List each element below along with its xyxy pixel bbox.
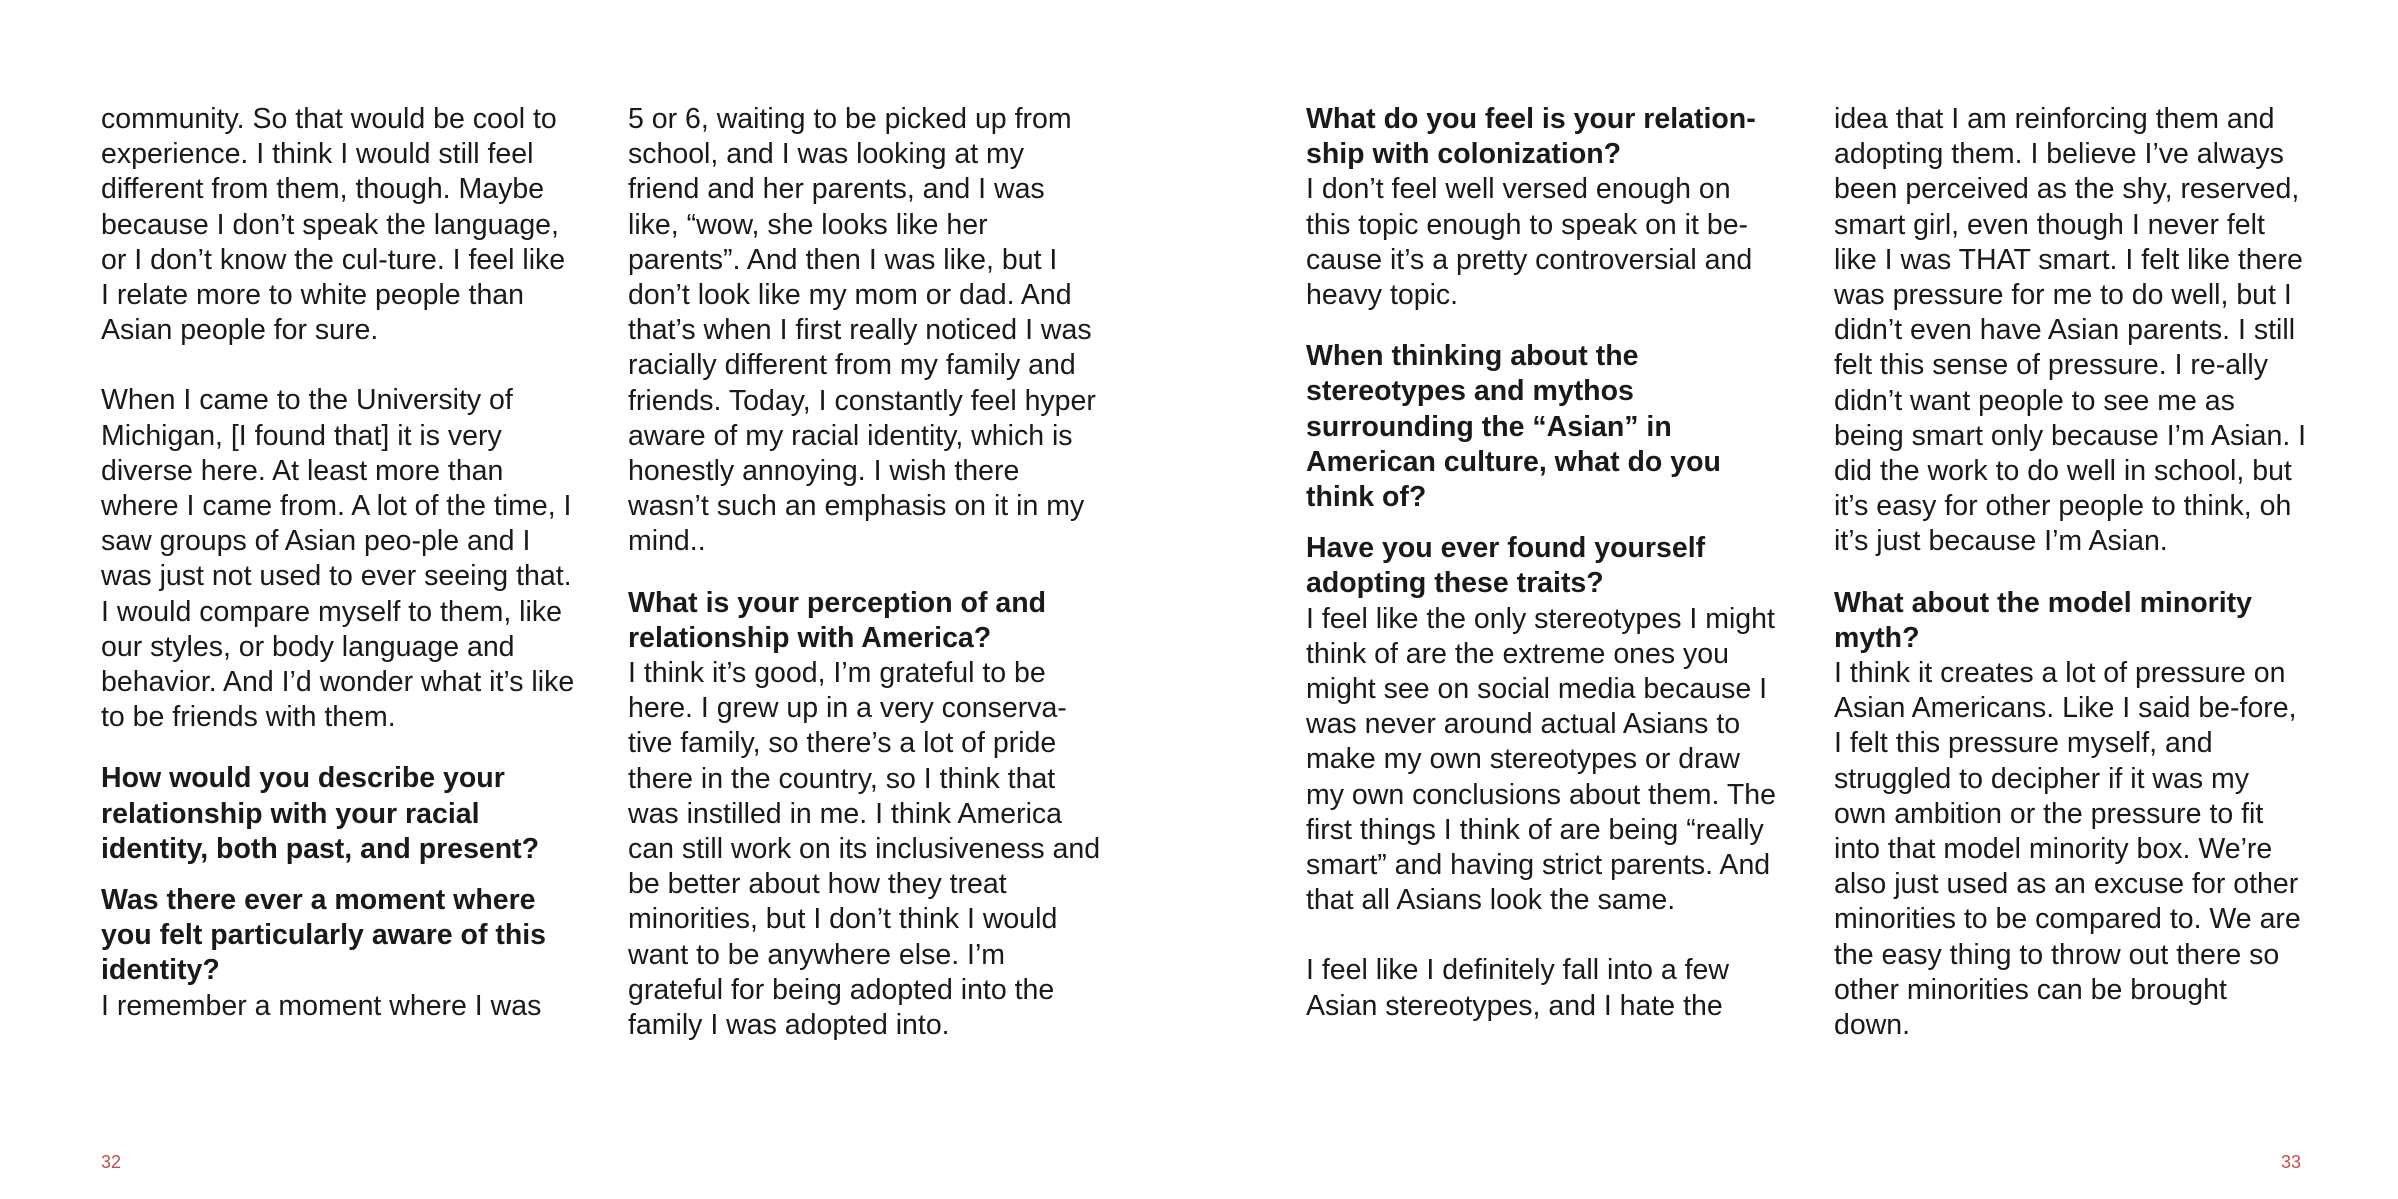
body-paragraph: When I came to the University of Michigan, [I found that] it is very diverse here. At least more than where I came from. A lot of the time, I saw groups of Asian peo-ple and I was just not used to ever seeing that. I would compare myself to them, like our styles, or body language and behavior. And I’d wonder what it’s like to be friends with them. [101,384,575,734]
left-page-column-2 [628,102,1103,1043]
right-page-column-2 [1834,102,2309,1043]
body-paragraph: 5 or 6, waiting to be picked up from school, and I was looking at my friend and her parents, and I was like, “wow, she looks like her parents”. And then I was like, but I don’t look like my mom or dad. And that’s when I first really noticed I was racially different from my family and friends. Today, I constantly feel hyper aware of my racial identity, which is honestly annoying. I wish there wasn’t such an emphasis on it in my mind.. [628,103,1096,558]
left-page-column-1 [101,102,576,1024]
interview-question: What is your perception of and relationship with America? [628,586,1047,654]
interview-question: How would you describe your relationship with your racial identity, both past, and present? [101,762,540,865]
body-paragraph: I think it’s good, I’m grateful to be here. I grew up in a very conserva-tive family, so there’s a lot of pride there in the country, so I think that was instilled in me. I think America can still work on its inclusiveness and be better about how they treat minorities, but I don’t think I would want to be anywhere else. I’m grateful for being adopted into the family I was adopted into. [628,657,1101,1042]
interview-question: Have you ever found yourself adopting these traits? [1306,532,1706,600]
body-paragraph: I think it creates a lot of pressure on Asian Americans. Like I said be-fore, I felt this pressure myself, and struggled to decipher if it was my own ambition or the pressure to fit into that model minority box. We’re also just used as an excuse for other minorities to be compared to. We are the easy thing to throw out there so other minorities can be brought down. [1834,657,2301,1042]
right-page-column-1 [1306,102,1781,1024]
body-paragraph: I feel like the only stereotypes I might think of are the extreme ones you might see on social media because I was never around actual Asians to make my own stereotypes or draw my own conclusions about them. The first things I think of are being “really smart” and having strict parents. And that all Asians look the same. [1306,602,1776,917]
body-paragraph: I feel like I definitely fall into a few Asian stereotypes, and I hate the [1306,954,1729,1022]
body-paragraph: community. So that would be cool to experience. I think I would still feel different from them, though. Maybe because I don’t speak the language, or I don’t know the cul-ture. I feel like I relate more to white people than Asian people for sure. [101,103,566,347]
body-paragraph: I don’t feel well versed enough on this topic enough to speak on it be-cause it’s a pretty controversial and heavy topic. [1306,173,1753,312]
interview-question: Was there ever a moment where you felt particularly aware of this identity? [101,884,547,987]
interview-question: What do you feel is your relation-ship with colonization? [1306,103,1756,171]
interview-question: When thinking about the stereotypes and mythos surrounding the “Asian” in American culture, what do you think of? [1306,340,1721,514]
page-number-right: 33 [2281,1152,2302,1172]
interview-question: What about the model minority myth? [1834,586,2252,654]
body-paragraph: idea that I am reinforcing them and adopting them. I believe I’ve always been perceived as the shy, reserved, smart girl, even though I never felt like I was THAT smart. I felt like there was pressure for me to do well, but I didn’t even have Asian parents. I still felt this sense of pressure. I re-ally didn’t want people to see me as being smart only because I’m Asian. I did the work to do well in school, but it’s easy for other people to think, oh it’s just because I’m Asian. [1834,103,2307,558]
page-number-left: 32 [101,1152,122,1172]
body-paragraph: I remember a moment where I was [101,989,542,1022]
